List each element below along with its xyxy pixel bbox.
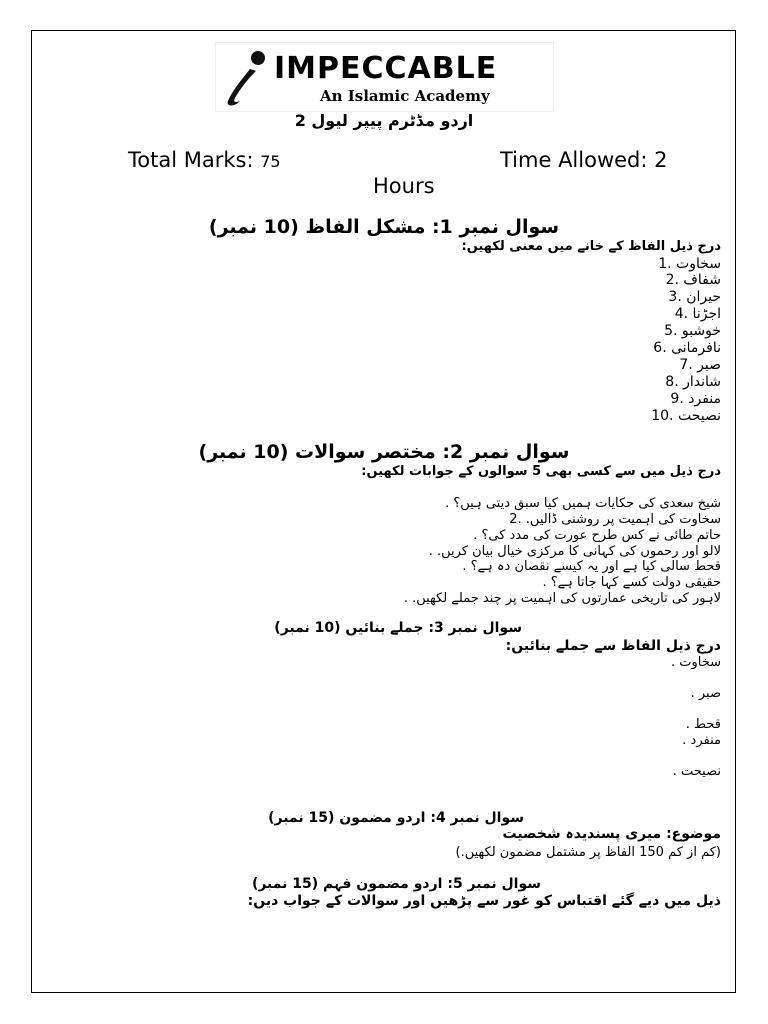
time-unit: Hours [373, 174, 435, 198]
q2-item: حقیقی دولت کسے کہا جاتا ہے؟ . [542, 575, 721, 590]
q2-item: سخاوت کی اہمیت پر روشنی ڈالیں. .2 [509, 512, 721, 527]
q2-item: قحط سالی کیا ہے اور یہ کیسے نقصان دہ ہے؟ . [462, 559, 721, 574]
q1-item: سخاوت .1 [658, 256, 721, 272]
q3-item: سخاوت . [670, 655, 721, 670]
q5-instruction: ذیل میں دیے گئے اقتباس کو غور سے پڑھیں اور سوالات کے جواب دیں: [247, 893, 721, 909]
q1-item: نصیحت .10 [651, 408, 721, 424]
q1-item: صبر .7 [679, 357, 721, 373]
q3-item: صبر . [690, 686, 721, 701]
q3-item: قحط . [685, 717, 721, 732]
q3-instruction: درج ذیل الفاظ سے جملے بنائیں: [505, 638, 721, 654]
q2-item: لالو اور رحموں کی کہانی کا مرکزی خیال بیان کریں. . [428, 544, 721, 559]
q1-item: نافرمانی .6 [653, 340, 721, 356]
q1-heading: سوال نمبر 1: مشکل الفاظ (10 نمبر) [208, 216, 560, 238]
q2-instruction: درج ذیل میں سے کسی بھی 5 سوالوں کے جوابات لکھیں: [361, 464, 721, 479]
q3-heading: سوال نمبر 3: جملے بنائیں (10 نمبر) [274, 620, 522, 636]
q2-heading: سوال نمبر 2: مختصر سوالات (10 نمبر) [198, 441, 570, 463]
q1-item: شاندار .8 [665, 374, 721, 390]
q1-item: خوشبو .5 [664, 323, 721, 339]
q2-item: حاتم طائی نے کس طرح عورت کی مدد کی؟ . [473, 528, 721, 543]
q2-item: شیخ سعدی کی حکایات ہمیں کیا سبق دیتی ہیں؟ . [445, 496, 721, 511]
q5-heading: سوال نمبر 5: اردو مضمون فہم (15 نمبر) [251, 876, 541, 892]
logo-subtitle: An Islamic Academy [320, 87, 490, 105]
q2-item: لاہور کی تاریخی عمارتوں کی اہمیت پر چند جملے لکھیں. . [403, 591, 721, 606]
q4-heading: سوال نمبر 4: اردو مضمون (15 نمبر) [268, 810, 524, 826]
q1-item: حیران .3 [668, 289, 721, 305]
time-allowed: Time Allowed: 2 [500, 148, 668, 172]
total-marks-value: 75 [260, 152, 281, 171]
paper-title: اردو مڈٹرم پیپر لیول 2 [294, 111, 474, 130]
q3-item: منفرد . [682, 733, 721, 748]
q1-item: اجڑنا .4 [674, 306, 721, 322]
q4-note: (کم از کم 150 الفاظ پر مشتمل مضمون لکھیں.) [455, 845, 721, 860]
academy-logo [215, 42, 554, 112]
total-marks-label: Total Marks: [128, 148, 254, 172]
q1-instruction: درج ذیل الفاظ کے خانے میں معنی لکھیں: [461, 239, 721, 254]
q1-item: شفاف .2 [665, 272, 721, 288]
logo-i-icon [220, 49, 274, 107]
total-marks [128, 148, 281, 172]
q1-item: منفرد .9 [670, 391, 721, 407]
q4-topic: موضوع: میری پسندیدہ شخصیت [502, 826, 721, 842]
q3-item: نصیحت . [672, 764, 721, 779]
logo-title: IMPECCABLE [274, 51, 498, 86]
